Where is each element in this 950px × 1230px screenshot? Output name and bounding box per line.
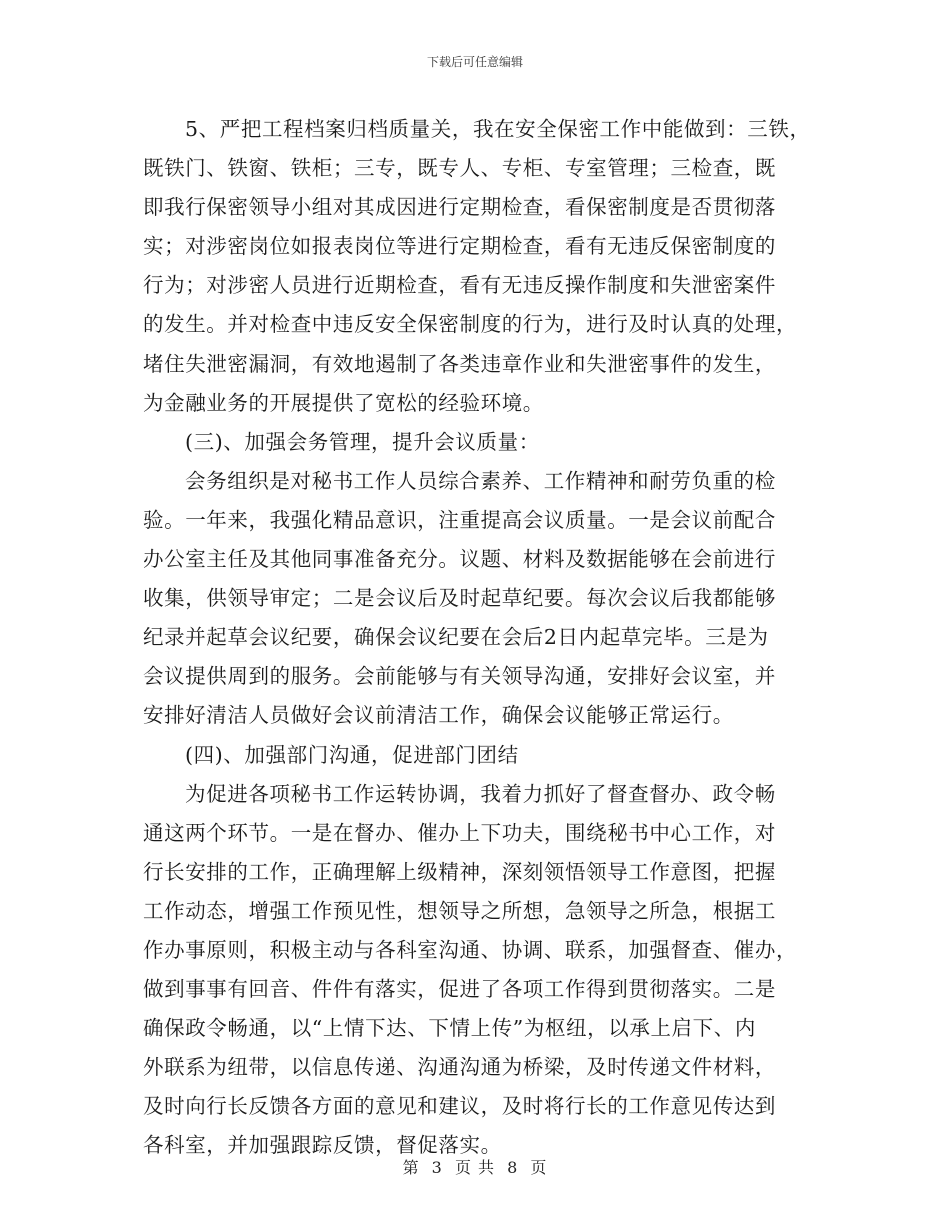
section-heading: (四)、加强部门沟通，促进部门团结 [185,742,519,767]
paragraph-communication [143,775,827,1166]
text-line: 既铁门、铁窗、铁柜；三专，既专人、专柜、专室管理；三检查，既 [143,156,776,181]
paragraph-meetings [143,462,827,736]
text-line: 收集，供领导审定；二是会议后及时起草纪要。每次会议后我都能够 [143,586,776,611]
footer-prefix: 第 [402,1158,420,1177]
footer-suffix: 页 [530,1158,548,1177]
text-line: 做到事事有回音、件件有落实，促进了各项工作得到贯彻落实。二是 [143,977,776,1002]
page-header: 下载后可任意编辑 [426,55,523,69]
text-line: 实；对涉密岗位如报表岗位等进行定期检查，看有无违反保密制度的 [143,234,776,259]
text-line: 通这两个环节。一是在督办、催办上下功夫，围绕秘书中心工作，对 [143,820,776,845]
text-line: 工作动态，增强工作预见性，想领导之所想，急领导之所急，根据工 [143,898,776,923]
footer-middle: 页 共 [454,1158,496,1177]
text-line: 行长安排的工作，正确理解上级精神，深刻领悟领导工作意图，把握 [143,859,776,884]
text-line: 确保政令畅通，以“上情下达、下情上传”为枢纽，以承上启下、内 [143,1016,756,1041]
document-body [143,110,827,1166]
total-pages-number: 8 [507,1158,519,1177]
text-line: 堵住失泄密漏洞，有效地遏制了各类违章作业和失泄密事件的发生， [143,351,776,376]
text-line: 即我行保密领导小组对其成因进行定期检查，看保密制度是否贯彻落 [143,195,776,220]
text-line: 办公室主任及其他同事准备充分。议题、材料及数据能够在会前进行 [143,547,776,572]
text-line: 外联系为纽带，以信息传递、沟通沟通为桥梁，及时传递文件材料， [143,1055,776,1080]
section-heading-meetings [143,423,827,462]
text-line: 的发生。并对检查中违反安全保密制度的行为，进行及时认真的处理， [143,312,798,337]
page-number-footer [0,1155,950,1178]
text-line: 纪录并起草会议纪要，确保会议纪要在会后2日内起草完毕。三是为 [143,625,769,650]
current-page-number: 3 [431,1158,443,1177]
text-line: 验。一年来，我强化精品意识，注重提高会议质量。一是会议前配合 [143,507,776,532]
text-line: 5、严把工程档案归档质量关，我在安全保密工作中能做到：三铁， [185,117,811,141]
paragraph-archive-quality [143,110,827,423]
text-line: 会务组织是对秘书工作人员综合素养、工作精神和耐劳负重的检 [185,468,776,493]
section-heading-communication [143,736,827,775]
text-line: 安排好清洁人员做好会议前清洁工作，确保会议能够正常运行。 [143,703,734,728]
text-line: 行为；对涉密人员进行近期检查，看有无违反操作制度和失泄密案件 [143,273,776,298]
text-line: 作办事原则，积极主动与各科室沟通、协调、联系，加强督查、催办， [143,937,798,962]
text-line: 会议提供周到的服务。会前能够与有关领导沟通，安排好会议室，并 [143,664,776,689]
text-line: 为金融业务的开展提供了宽松的经验环境。 [143,390,544,415]
section-heading: (三)、加强会务管理，提升会议质量： [185,429,540,454]
text-line: 及时向行长反馈各方面的意见和建议，及时将行长的工作意见传达到 [143,1094,776,1119]
text-line: 各科室，并加强跟踪反馈，督促落实。 [143,1133,502,1158]
text-line: 为促进各项秘书工作运转协调，我着力抓好了督查督办、政令畅 [185,781,776,806]
